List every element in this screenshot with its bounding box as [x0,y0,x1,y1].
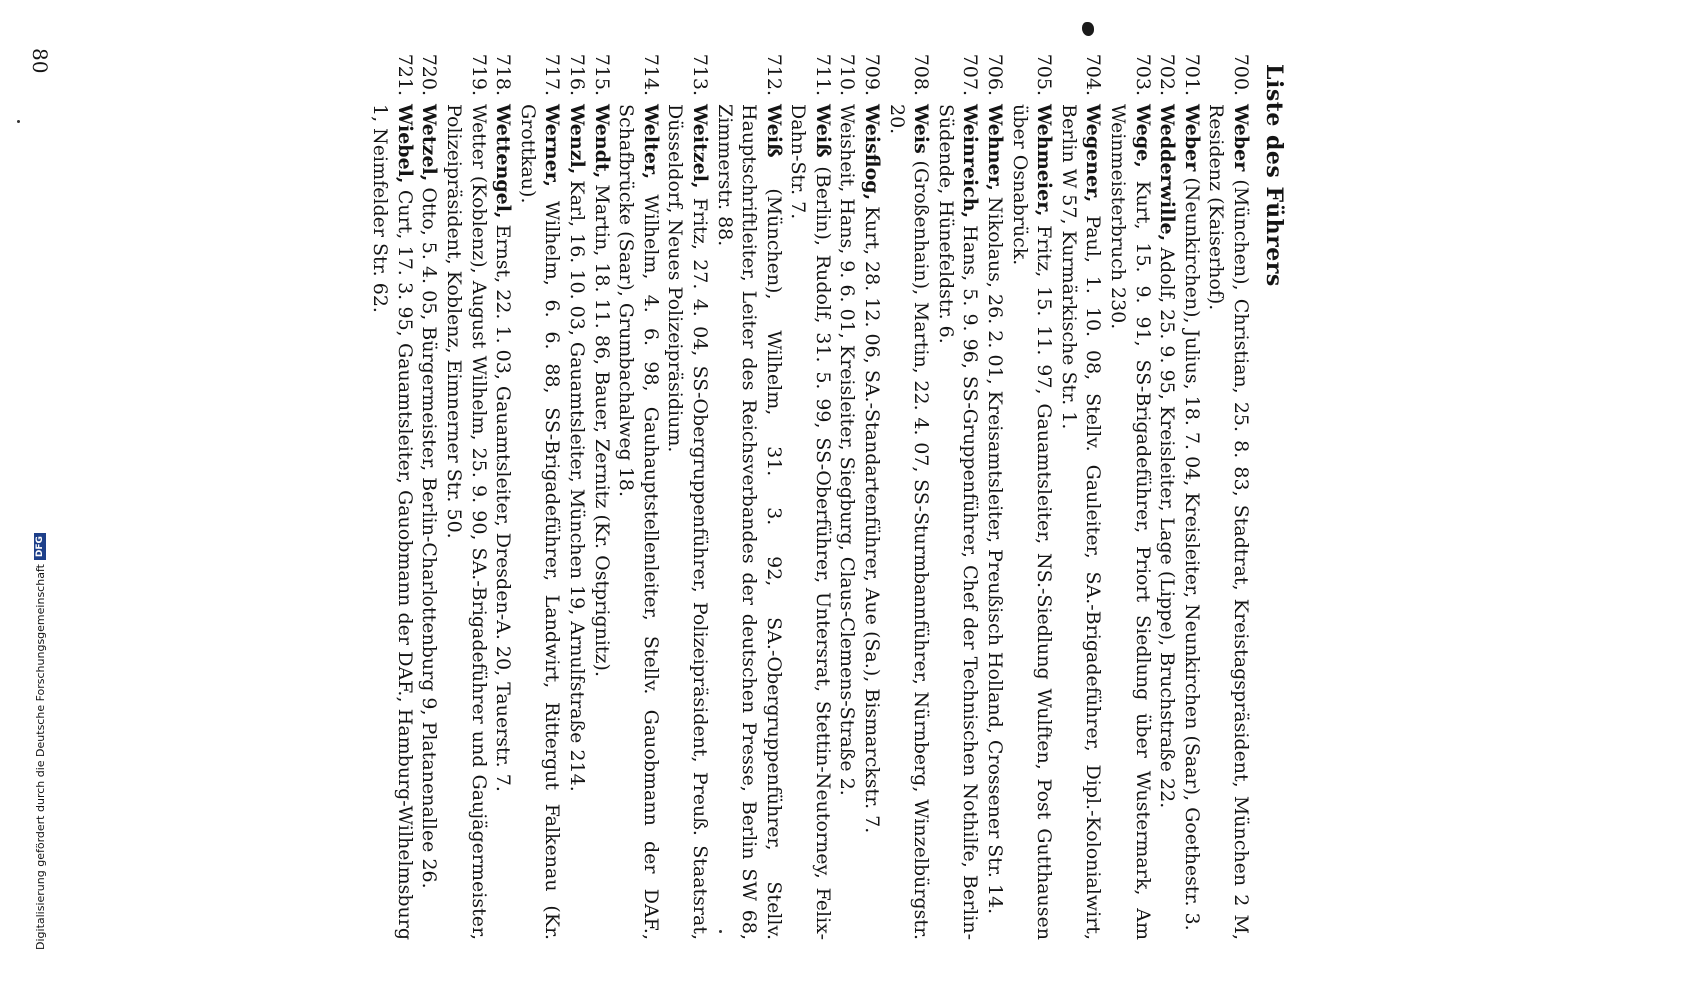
entry-name: Wehmeier, [1033,104,1056,217]
list-item [786,40,835,940]
entry-name: Weiß [811,104,834,158]
list-item [835,40,860,940]
entry-name: Wehner, [984,104,1007,191]
list-item [491,40,516,940]
list-item [1179,40,1204,940]
entry-text: Karl, 16. 10. 03, Gauamtsleiter, München 19, Arnulfstraße 214. [565,180,588,792]
entry-number: 716. [565,53,588,96]
entry-number: 713. [688,53,711,96]
list-item [663,40,712,940]
entry-number: 717. [541,53,564,96]
entry-text: (Neunkirchen), Julius, 18. 7. 04, Kreisleiter, Neunkirchen (Saar), Goethestr. 3. [1180,177,1203,931]
scan-speck [17,120,20,123]
entry-number: 702. [1156,53,1179,96]
entry-text: Wetter (Koblenz), August Wilhelm, 25. 9. 90, SA.-Brigadeführer und Gaujägermeister, Polizeipräsident, Koblenz, Eimnerner Str. 50. [443,104,490,940]
list-item [1155,40,1180,940]
entry-number: 715. [590,53,613,96]
entry-number: 721. [393,53,416,96]
list-item [564,40,589,940]
entry-name: Wetzel, [418,104,441,182]
entry-name: Wenzl, [565,104,588,175]
entry-name: Weisflog, [861,104,884,201]
entry-text: Curt, 17. 3. 95, Gauamtsleiter, Gauobmann der DAF., Hamburg-Wilhelmsburg 1, Neimfelder Str. 62. [369,104,416,941]
list-item [368,40,417,940]
digitization-credit [32,536,48,950]
entry-text: Fritz, 15. 11. 97, Gauamtsleiter, NS.-Siedlung Wulften, Post Gutthausen über Osnabrück. [1008,104,1056,940]
list-item [515,40,564,940]
entry-number: 703. [1131,53,1154,96]
entry-name: Weis [910,104,933,154]
entry-number: 711. [811,53,834,96]
list-item [1204,40,1253,940]
entry-name: Wege, [1131,104,1154,168]
entry-number: 709. [861,53,884,96]
entry-number: 705. [1033,53,1056,96]
scan-speck [719,930,722,933]
entry-text: Weisheit, Hans, 9. 6. 01, Kreisleiter, Siegburg, Claus-Clemens-Straße 2. [836,104,859,796]
entry-number: 710. [836,53,859,96]
entry-name: Weitzel, [688,104,711,189]
list-item [860,40,885,940]
entry-number: 714. [639,53,662,96]
list-item [441,40,490,940]
entry-name: Welter, [639,104,662,180]
entry-text: (München), Christian, 25. 8. 83, Stadtrat, Kreistagspräsident, München 2 M, Residenz (Kaiserhof). [1205,104,1252,940]
list-item [614,40,663,940]
entry-number: 718. [492,53,515,96]
list-item [933,40,982,940]
entry-number: 701. [1180,53,1203,96]
page-number: 80 [28,48,52,74]
list-item [712,40,786,940]
entry-text: Adolf, 25. 9. 95, Kreisleiter, Lage (Lippe), Bruchstraße 22. [1156,247,1179,809]
entry-name: Weinreich, [959,104,982,219]
list-item [1105,40,1154,940]
entry-number: 704. [1082,53,1105,96]
entry-text: Hans, 5. 9. 96, SS-Gruppenführer, Chef der Technischen Nothilfe, Berlin-Südende, Hünefeldstr. 6. [934,104,982,940]
entry-text: Wilhelm, 6. 6. 88, SS-Brigadeführer, Landwirt, Rittergut Falkenau (Kr. Grottkau). [516,104,564,940]
entry-text: Ernst, 22. 1. 03, Gauamtsleiter, Dresden-A. 20, Tauerstr. 7. [492,224,515,792]
entry-name: Wegener, [1082,104,1105,203]
list-item [982,40,1007,940]
entry-number: 707. [959,53,982,96]
entry-name: Weiß [762,104,785,158]
entry-text: (Berlin), Rudolf, 31. 5. 99, SS-Oberführer, Untersrat, Stettin-Neutorney, Felix-Dahn-Str. 7. [787,104,834,940]
entry-name: Wiebel, [393,104,416,184]
entry-text: Kurt, 15. 9. 91, SS-Brigadeführer, Priort Siedlung über Wustermark, Am Weinmeisterbruch 230. [1107,104,1154,940]
list-item [417,40,442,940]
entry-number: 706. [984,53,1007,96]
list-item [1007,40,1056,940]
list-item [884,40,933,940]
entry-name: Wedderwille, [1156,104,1179,242]
entry-list [368,40,1253,940]
entry-text: Kurt, 28. 12. 06, SA.-Standartenführer, Aue (Sa.), Bismarckstr. 7. [861,206,884,834]
page-content [368,40,1287,940]
entry-name: Werner, [541,104,564,188]
digitization-credit-text: Digitalisierung gefördert durch die Deutsche Forschungsgemeinschaft [33,564,47,950]
entry-text: Otto, 5. 4. 05, Bürgermeister, Berlin-Charlottenburg 9, Platanenallee 26. [418,187,441,889]
entry-number: 720. [418,53,441,96]
entry-number: 719. [467,53,490,96]
entry-name: Weber [1230,104,1252,172]
entry-text: Martin, 18. 11. 86, Bauer, Zernitz (Kr. Ostprignitz). [590,184,613,677]
ink-blot [1082,22,1094,36]
entry-text: Wilhelm, 4. 6. 98, Gauhauptstellenleiter, Stellv. Gauobmann der DAF., Schafbrücke (Saar), Grumbachalweg 18. [615,104,662,940]
entry-number: 708. [910,53,933,96]
entry-name: Wendt, [590,104,613,179]
entry-name: Wettengel, [492,104,515,219]
list-item [589,40,614,940]
entry-text: Nikolaus, 26. 2. 01, Kreisamtsleiter, Preußisch Holland, Crossener Str. 14. [984,196,1007,915]
list-item [1056,40,1105,940]
entry-text: Fritz, 27. 4. 04, SS-Obergruppenführer, Polizeipräsident, Preuß. Staatsrat, Düsseldorf, Neues Polizeipräsidium. [664,104,711,940]
entry-text: (Großenhain), Martin, 22. 4. 07, SS-Sturmbannführer, Nürnberg, Winzelbürgstr. 20. [885,104,933,941]
page-title: Liste des Führers [1261,64,1287,287]
entry-text: Paul, 1. 10. 08, Stellv. Gauleiter, SA.-Brigadeführer, Dipl.-Kolonialwirt, Berlin W 57, Kurmärkische Str. 1. [1057,104,1105,940]
entry-number: 712. [762,53,785,96]
entry-number: 700. [1230,53,1252,96]
entry-text: (München), Wilhelm, 31. 3. 92, SA.-Obergruppenführer, Stellv. Hauptschriftleiter, Leiter des Reichsverbandes der deutschen Presse, Berlin SW 68, Zimmerstr. 88. [713,104,785,940]
dfg-logo: DFG [34,533,46,560]
entry-name: Weber [1180,104,1203,172]
